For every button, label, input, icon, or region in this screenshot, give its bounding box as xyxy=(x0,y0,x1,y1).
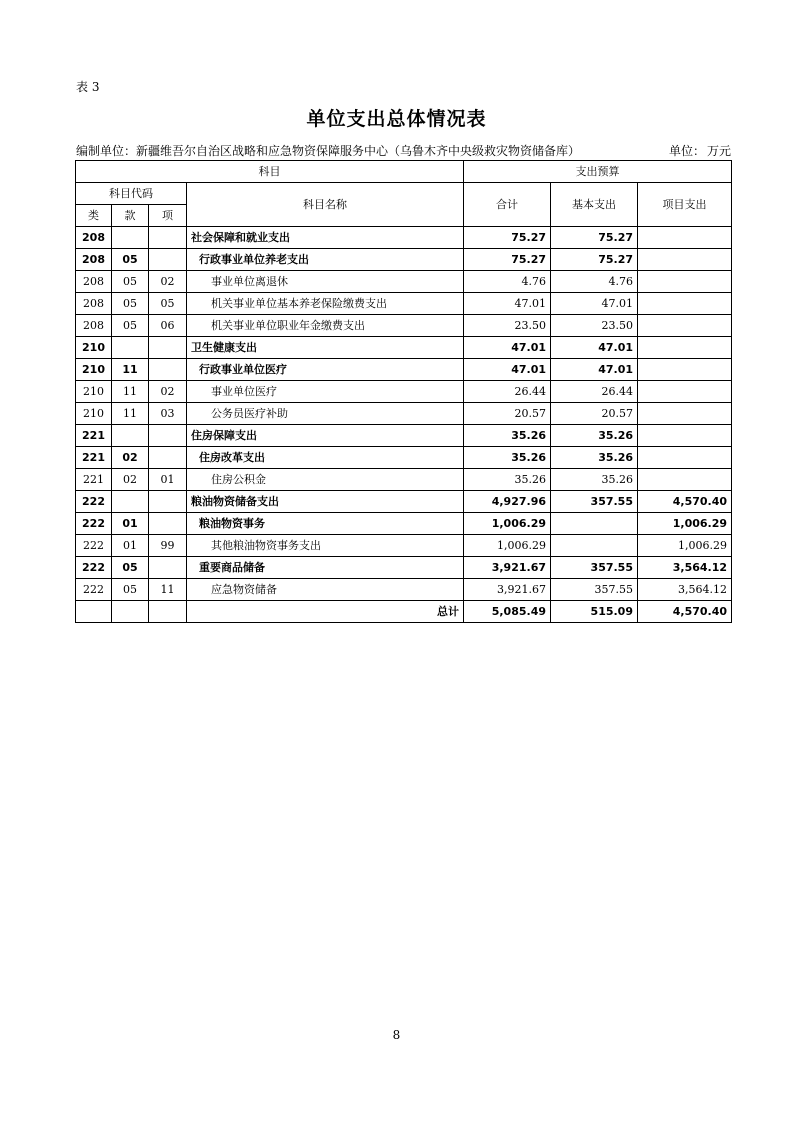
total-row xyxy=(76,601,732,623)
cell-project xyxy=(638,381,732,403)
cell-name: 事业单位医疗 xyxy=(187,381,464,403)
cell-name: 其他粮油物资事务支出 xyxy=(187,535,464,557)
cell-project xyxy=(638,271,732,293)
cell-kuan xyxy=(112,491,149,513)
table-row xyxy=(76,227,732,249)
total-basic: 515.09 xyxy=(551,601,638,623)
cell-project xyxy=(638,293,732,315)
expenditure-table xyxy=(75,160,732,623)
cell-xiang xyxy=(149,425,187,447)
cell-project: 3,564.12 xyxy=(638,579,732,601)
header-total: 合计 xyxy=(464,183,551,227)
cell-kuan xyxy=(112,337,149,359)
cell-name: 行政事业单位医疗 xyxy=(187,359,464,381)
cell-total: 1,006.29 xyxy=(464,513,551,535)
cell-xiang xyxy=(149,447,187,469)
cell-total: 47.01 xyxy=(464,337,551,359)
table-row xyxy=(76,447,732,469)
cell-xiang xyxy=(149,249,187,271)
page-number: 8 xyxy=(392,1028,401,1042)
table-row xyxy=(76,315,732,337)
cell-xiang xyxy=(149,557,187,579)
cell-kuan xyxy=(112,227,149,249)
table-row xyxy=(76,271,732,293)
cell-kuan: 02 xyxy=(112,447,149,469)
cell-basic: 357.55 xyxy=(551,491,638,513)
cell-basic: 47.01 xyxy=(551,359,638,381)
empty-cell xyxy=(76,601,112,623)
total-total: 5,085.49 xyxy=(464,601,551,623)
cell-lei: 208 xyxy=(76,293,112,315)
table-row xyxy=(76,381,732,403)
cell-kuan xyxy=(112,425,149,447)
cell-project xyxy=(638,425,732,447)
cell-total: 4,927.96 xyxy=(464,491,551,513)
cell-lei: 208 xyxy=(76,315,112,337)
cell-name: 公务员医疗补助 xyxy=(187,403,464,425)
cell-xiang: 01 xyxy=(149,469,187,491)
table-row xyxy=(76,557,732,579)
cell-lei: 222 xyxy=(76,535,112,557)
cell-kuan: 01 xyxy=(112,513,149,535)
table-row xyxy=(76,513,732,535)
cell-total: 3,921.67 xyxy=(464,557,551,579)
cell-lei: 221 xyxy=(76,425,112,447)
table-row xyxy=(76,249,732,271)
cell-total: 23.50 xyxy=(464,315,551,337)
cell-xiang: 05 xyxy=(149,293,187,315)
header-subject: 科目 xyxy=(76,161,464,183)
cell-kuan: 05 xyxy=(112,315,149,337)
cell-project xyxy=(638,469,732,491)
cell-project: 3,564.12 xyxy=(638,557,732,579)
header-code: 科目代码 xyxy=(76,183,187,205)
cell-project: 1,006.29 xyxy=(638,535,732,557)
cell-xiang: 02 xyxy=(149,381,187,403)
cell-name: 机关事业单位职业年金缴费支出 xyxy=(187,315,464,337)
cell-kuan: 11 xyxy=(112,359,149,381)
cell-lei: 222 xyxy=(76,557,112,579)
cell-basic: 4.76 xyxy=(551,271,638,293)
cell-basic: 357.55 xyxy=(551,557,638,579)
cell-name: 住房保障支出 xyxy=(187,425,464,447)
cell-total: 1,006.29 xyxy=(464,535,551,557)
cell-name: 卫生健康支出 xyxy=(187,337,464,359)
cell-project xyxy=(638,337,732,359)
cell-basic xyxy=(551,535,638,557)
cell-basic: 357.55 xyxy=(551,579,638,601)
cell-xiang: 06 xyxy=(149,315,187,337)
cell-name: 重要商品储备 xyxy=(187,557,464,579)
header-lei: 类 xyxy=(76,205,112,227)
table-row xyxy=(76,535,732,557)
cell-project xyxy=(638,403,732,425)
cell-kuan: 05 xyxy=(112,249,149,271)
cell-lei: 210 xyxy=(76,403,112,425)
total-label: 总计 xyxy=(187,601,464,623)
empty-cell xyxy=(149,601,187,623)
table-row xyxy=(76,491,732,513)
cell-total: 35.26 xyxy=(464,469,551,491)
cell-basic: 23.50 xyxy=(551,315,638,337)
cell-total: 35.26 xyxy=(464,425,551,447)
cell-basic: 26.44 xyxy=(551,381,638,403)
cell-name: 住房改革支出 xyxy=(187,447,464,469)
cell-kuan: 05 xyxy=(112,579,149,601)
cell-kuan: 11 xyxy=(112,381,149,403)
cell-basic: 35.26 xyxy=(551,447,638,469)
cell-name: 应急物资储备 xyxy=(187,579,464,601)
cell-xiang xyxy=(149,227,187,249)
currency-prefix: 单位： xyxy=(668,144,705,158)
empty-cell xyxy=(112,601,149,623)
cell-lei: 222 xyxy=(76,491,112,513)
cell-kuan: 11 xyxy=(112,403,149,425)
cell-lei: 208 xyxy=(76,227,112,249)
total-project: 4,570.40 xyxy=(638,601,732,623)
cell-lei: 222 xyxy=(76,579,112,601)
cell-name: 行政事业单位养老支出 xyxy=(187,249,464,271)
cell-total: 47.01 xyxy=(464,359,551,381)
cell-lei: 210 xyxy=(76,381,112,403)
cell-basic: 35.26 xyxy=(551,425,638,447)
cell-name: 粮油物资储备支出 xyxy=(187,491,464,513)
cell-lei: 222 xyxy=(76,513,112,535)
header-xiang: 项 xyxy=(149,205,187,227)
cell-project xyxy=(638,447,732,469)
cell-total: 20.57 xyxy=(464,403,551,425)
table-row xyxy=(76,293,732,315)
cell-project xyxy=(638,227,732,249)
cell-name: 事业单位离退休 xyxy=(187,271,464,293)
cell-kuan: 05 xyxy=(112,271,149,293)
header-basic: 基本支出 xyxy=(551,183,638,227)
table-row xyxy=(76,359,732,381)
cell-kuan: 05 xyxy=(112,293,149,315)
cell-xiang xyxy=(149,337,187,359)
cell-basic xyxy=(551,513,638,535)
cell-basic: 35.26 xyxy=(551,469,638,491)
cell-lei: 210 xyxy=(76,359,112,381)
cell-xiang: 99 xyxy=(149,535,187,557)
currency-value: 万元 xyxy=(706,144,731,158)
cell-basic: 47.01 xyxy=(551,337,638,359)
cell-xiang xyxy=(149,491,187,513)
cell-project xyxy=(638,249,732,271)
page-title: 单位支出总体情况表 xyxy=(306,108,487,130)
compiling-unit: 编制单位：新疆维吾尔自治区战略和应急物资保障服务中心（乌鲁木齐中央级救灾物资储备库） xyxy=(76,144,581,158)
cell-kuan: 05 xyxy=(112,557,149,579)
cell-xiang: 11 xyxy=(149,579,187,601)
cell-name: 住房公积金 xyxy=(187,469,464,491)
cell-lei: 208 xyxy=(76,249,112,271)
cell-lei: 208 xyxy=(76,271,112,293)
cell-total: 26.44 xyxy=(464,381,551,403)
header-budget: 支出预算 xyxy=(464,161,732,183)
table-row xyxy=(76,403,732,425)
cell-project xyxy=(638,315,732,337)
cell-project: 1,006.29 xyxy=(638,513,732,535)
cell-xiang xyxy=(149,513,187,535)
cell-xiang xyxy=(149,359,187,381)
cell-xiang: 03 xyxy=(149,403,187,425)
cell-total: 75.27 xyxy=(464,249,551,271)
cell-name: 粮油物资事务 xyxy=(187,513,464,535)
cell-project xyxy=(638,359,732,381)
table-row xyxy=(76,337,732,359)
cell-total: 3,921.67 xyxy=(464,579,551,601)
header-project: 项目支出 xyxy=(638,183,732,227)
table-row xyxy=(76,425,732,447)
cell-project: 4,570.40 xyxy=(638,491,732,513)
header-name: 科目名称 xyxy=(187,183,464,227)
cell-basic: 20.57 xyxy=(551,403,638,425)
cell-basic: 75.27 xyxy=(551,249,638,271)
cell-kuan: 01 xyxy=(112,535,149,557)
currency-unit xyxy=(667,142,731,159)
cell-basic: 47.01 xyxy=(551,293,638,315)
cell-xiang: 02 xyxy=(149,271,187,293)
cell-total: 47.01 xyxy=(464,293,551,315)
cell-lei: 210 xyxy=(76,337,112,359)
cell-name: 机关事业单位基本养老保险缴费支出 xyxy=(187,293,464,315)
cell-name: 社会保障和就业支出 xyxy=(187,227,464,249)
header-kuan: 款 xyxy=(112,205,149,227)
cell-lei: 221 xyxy=(76,447,112,469)
table-row xyxy=(76,579,732,601)
cell-total: 4.76 xyxy=(464,271,551,293)
cell-lei: 221 xyxy=(76,469,112,491)
cell-total: 75.27 xyxy=(464,227,551,249)
cell-basic: 75.27 xyxy=(551,227,638,249)
cell-kuan: 02 xyxy=(112,469,149,491)
table-row xyxy=(76,469,732,491)
table-label: 表 3 xyxy=(76,80,100,94)
cell-total: 35.26 xyxy=(464,447,551,469)
